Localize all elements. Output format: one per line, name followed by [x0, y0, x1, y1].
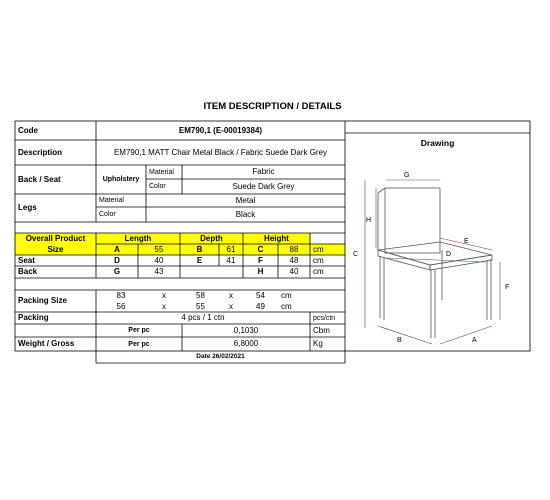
- weight-value: 6,8000: [233, 339, 259, 348]
- drawing-label: Drawing: [420, 137, 455, 148]
- dim-value: 41: [226, 255, 236, 265]
- volume-value: 0,1030: [233, 325, 259, 335]
- overall-size-label-line2: Size: [47, 244, 64, 254]
- pack-x: x: [229, 290, 233, 300]
- pack-dim: 58: [196, 290, 205, 300]
- packing-size-label: Packing Size: [18, 296, 67, 305]
- back-seat-color-label: Color: [149, 183, 166, 190]
- description-value: EM790,1 MATT Chair Metal Black / Fabric Suede Dark Grey: [113, 147, 328, 157]
- seat-label: Seat: [18, 255, 35, 265]
- pack-unit: cm: [281, 301, 292, 311]
- letter-f: F: [505, 284, 510, 291]
- dim-unit: cm: [313, 244, 324, 254]
- dim-code: F: [258, 255, 263, 265]
- dim-code: A: [114, 244, 120, 254]
- volume-unit: Cbm: [313, 325, 330, 335]
- pack-dim: 83: [116, 290, 126, 300]
- dim-value: 88: [289, 244, 299, 254]
- letter-g: G: [404, 172, 410, 179]
- dim-value: 43: [154, 267, 164, 276]
- letter-a: A: [472, 337, 477, 344]
- pack-dim: 56: [116, 301, 126, 311]
- dim-value: 61: [226, 244, 236, 254]
- dim-code: E: [196, 255, 203, 265]
- back-seat-material-value: Fabric: [252, 167, 275, 176]
- upholstery-label: Upholstery: [102, 176, 140, 183]
- letter-b: B: [397, 337, 402, 344]
- dim-value: 40: [289, 267, 299, 276]
- overall-size-label-line1: Overall Product: [25, 233, 86, 243]
- height-header: Height: [264, 233, 289, 243]
- letter-c: C: [353, 251, 359, 258]
- dim-value: 48: [289, 255, 299, 265]
- packing-unit: pcs/ctn: [313, 314, 336, 322]
- pack-x: x: [162, 301, 166, 311]
- depth-header: Depth: [200, 233, 223, 243]
- dim-code: H: [257, 267, 264, 276]
- back-seat-label: Back / Seat: [18, 174, 61, 184]
- legs-label: Legs: [18, 203, 37, 212]
- legs-color-value: Black: [235, 209, 256, 219]
- weight-per-pc-label: Per pc: [128, 340, 150, 348]
- volume-per-pc-label: Per pc: [128, 327, 150, 334]
- back-seat-color-value: Suede Dark Grey: [232, 181, 295, 191]
- letter-d: D: [446, 251, 452, 258]
- code-label: Code: [18, 125, 38, 135]
- legs-color-label: Color: [99, 211, 116, 218]
- pack-dim: 55: [196, 301, 205, 311]
- packing-value: 4 pcs / 1 ctn: [181, 313, 225, 322]
- dim-code: D: [114, 255, 120, 265]
- dim-code: C: [257, 244, 264, 254]
- length-header: Length: [124, 233, 152, 243]
- pack-unit: cm: [281, 290, 292, 300]
- packing-label: Packing: [18, 313, 49, 322]
- dim-value: 55: [154, 244, 164, 254]
- code-value: EM790,1 (E-00019384): [178, 125, 263, 135]
- pack-x: x: [162, 290, 166, 300]
- letter-h: H: [366, 217, 372, 224]
- back-seat-material-label: Material: [149, 168, 174, 176]
- document-date: Date 26/02/2021: [196, 352, 245, 360]
- dim-code: G: [113, 267, 121, 276]
- weight-label: Weight / Gross: [18, 339, 75, 348]
- letter-e: E: [464, 238, 469, 245]
- back-label: Back: [18, 267, 38, 276]
- dim-unit: cm: [313, 267, 324, 276]
- description-label: Description: [18, 147, 63, 157]
- dim-value: 40: [154, 255, 164, 265]
- dim-code: B: [196, 244, 203, 254]
- document-title: ITEM DESCRIPTION / DETAILS: [203, 101, 342, 112]
- dim-unit: cm: [313, 255, 324, 265]
- legs-material-label: Material: [99, 197, 124, 204]
- pack-x: x: [229, 301, 233, 311]
- pack-dim: 54: [256, 290, 265, 300]
- legs-material-value: Metal: [235, 195, 256, 205]
- pack-dim: 49: [256, 301, 265, 311]
- weight-unit: Kg: [313, 339, 323, 348]
